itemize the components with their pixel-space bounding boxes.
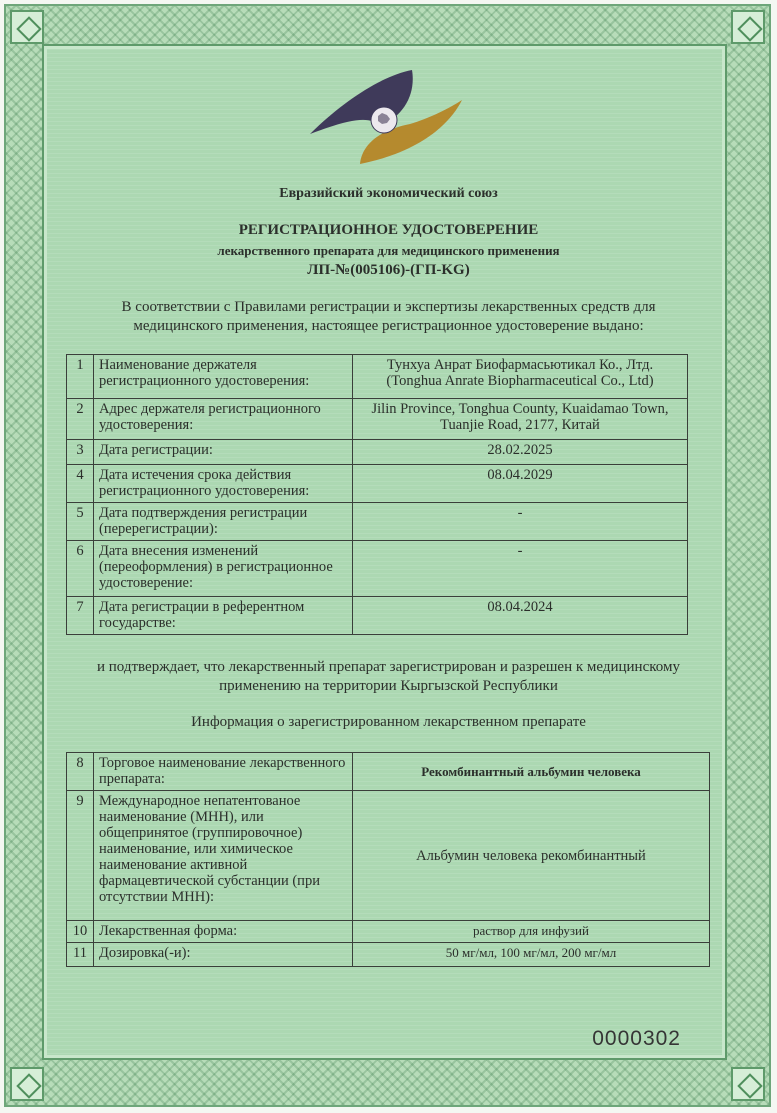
corner-ornament [731, 10, 765, 44]
row-label: Дата истечения срока действия регистрационного удостоверения: [94, 465, 353, 503]
table-row [67, 597, 688, 635]
row-number: 7 [67, 597, 94, 635]
row-number: 9 [67, 791, 94, 921]
table-row [67, 355, 688, 399]
table-row [67, 541, 688, 597]
row-number: 5 [67, 503, 94, 541]
row-label: Дата внесения изменений (переоформления) в регистрационное удостоверение: [94, 541, 353, 597]
certificate-subtitle: лекарственного препарата для медицинского применения [217, 243, 560, 258]
confirmation-text: и подтверждает, что лекарственный препарат зарегистрирован и разрешен к медицинскому применению на территории Кыргызской Республики [97, 659, 680, 694]
table-row [67, 440, 688, 465]
certificate-title: РЕГИСТРАЦИОННОЕ УДОСТОВЕРЕНИЕ [238, 222, 539, 238]
row-value: 08.04.2029 [353, 465, 688, 503]
row-number: 4 [67, 465, 94, 503]
row-label: Адрес держателя регистрационного удостоверения: [94, 399, 353, 440]
row-number: 8 [67, 753, 94, 791]
intro-text: В соответствии с Правилами регистрации и экспертизы лекарственных средств для медицинского применения, настоящее регистрационное удостоверение выдано: [121, 299, 656, 334]
certificate-number: ЛП-№(005106)-(ГП-KG) [307, 262, 470, 278]
row-value: Jilin Province, Tonghua County, Kuaidamao Town, Tuanjie Road, 2177, Китай [353, 399, 688, 440]
table-row [67, 943, 710, 967]
row-value: 08.04.2024 [353, 597, 688, 635]
row-label: Дозировка(-и): [94, 943, 353, 967]
table-row [67, 503, 688, 541]
row-label: Лекарственная форма: [94, 921, 353, 943]
row-value: - [353, 541, 688, 597]
row-label: Дата регистрации: [94, 440, 353, 465]
table-row [67, 791, 710, 921]
row-value: 28.02.2025 [353, 440, 688, 465]
corner-ornament [731, 1067, 765, 1101]
table-row [67, 399, 688, 440]
drug-info-heading: Информация о зарегистрированном лекарственном препарате [191, 714, 586, 730]
row-number: 2 [67, 399, 94, 440]
corner-ornament [10, 1067, 44, 1101]
eaeu-logo [300, 64, 470, 174]
table-row [67, 921, 710, 943]
row-label: Дата подтверждения регистрации (перерегистрации): [94, 503, 353, 541]
row-number: 6 [67, 541, 94, 597]
union-name: Евразийский экономический союз [279, 186, 498, 201]
row-label: Дата регистрации в референтном государстве: [94, 597, 353, 635]
row-number: 10 [67, 921, 94, 943]
table-row [67, 753, 710, 791]
row-value: Альбумин человека рекомбинантный [353, 791, 710, 921]
holder-table [66, 354, 688, 635]
row-value: раствор для инфузий [353, 921, 710, 943]
row-number: 11 [67, 943, 94, 967]
row-label: Торговое наименование лекарственного препарата: [94, 753, 353, 791]
row-value: Рекомбинантный альбумин человека [353, 753, 710, 791]
row-label: Наименование держателя регистрационного удостоверения: [94, 355, 353, 399]
row-value: 50 мг/мл, 100 мг/мл, 200 мг/мл [353, 943, 710, 967]
row-value: Тунхуа Анрат Биофармасьютикал Ко., Лтд. (Tonghua Anrate Biopharmaceutical Co., Ltd) [353, 355, 688, 399]
corner-ornament [10, 10, 44, 44]
row-label: Международное непатентованое наименование (МНН), или общепринятое (группировочное) наименование, или химическое наименование активной фармацевтической субстанции (при отсутствии МНН): [94, 791, 353, 921]
table-row [67, 465, 688, 503]
drug-table [66, 752, 710, 967]
row-number: 1 [67, 355, 94, 399]
serial-number: 0000302 [592, 1027, 681, 1050]
row-value: - [353, 503, 688, 541]
row-number: 3 [67, 440, 94, 465]
